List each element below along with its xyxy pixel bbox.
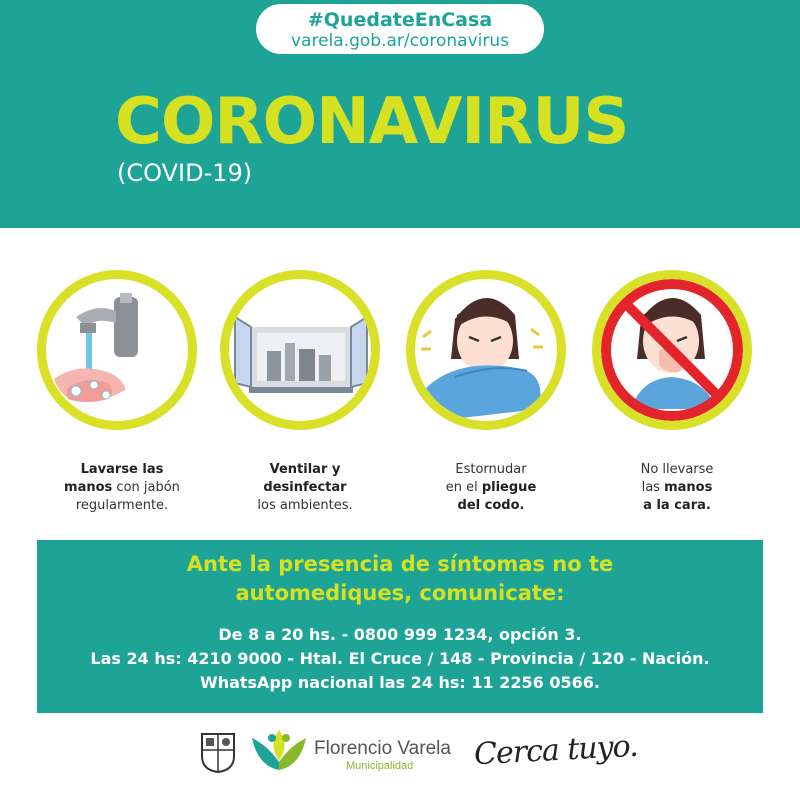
no-touch-face-icon (592, 270, 752, 430)
caption-text: a la cara. (643, 498, 711, 513)
caption-text: manos (64, 480, 113, 495)
website-link[interactable]: varela.gob.ar/coronavirus (291, 31, 509, 51)
whatsapp-number: WhatsApp nacional las 24 hs: 11 2256 0566. (200, 673, 600, 692)
tip-caption-ventilate (220, 461, 390, 515)
emergency-numbers: Las 24 hs: 4210 9000 - Htal. El Cruce / 148 - Provincia / 120 - Nación. (90, 649, 710, 668)
tip-caption-sneeze (406, 461, 576, 515)
tip-caption-handwashing (37, 461, 207, 515)
caption-text: Lavarse las (80, 462, 164, 477)
hashtag-pill[interactable] (256, 4, 544, 54)
caption-text: con jabón (112, 480, 180, 495)
notice-heading (37, 550, 763, 608)
header-banner (0, 0, 800, 228)
municipal-shield-icon (198, 730, 238, 774)
brand-name: Florencio Varela (314, 738, 451, 759)
handwashing-icon (37, 270, 197, 430)
caption-text: regularmente. (75, 498, 169, 513)
caption-text: manos (664, 480, 713, 495)
tip-caption-face (592, 461, 762, 515)
notice-heading-line: Ante la presencia de síntomas no te (186, 552, 614, 576)
hashtag-text: #QuedateEnCasa (307, 9, 493, 31)
open-window-icon (220, 270, 380, 430)
sneeze-elbow-icon (406, 270, 566, 430)
page-subtitle: (COVID-19) (117, 159, 253, 187)
caption-text: del codo. (457, 498, 525, 513)
caption-text: las (641, 480, 665, 495)
slogan: Cerca tuyo. (473, 728, 639, 773)
hotline-hours: De 8 a 20 hs. - 0800 999 1234, opción 3. (218, 625, 582, 644)
caption-text: Ventilar y (269, 462, 341, 477)
notice-heading-line: automediques, comunicate: (235, 581, 565, 605)
caption-text: en el (445, 480, 482, 495)
caption-text: No llevarse (640, 462, 714, 477)
caption-text: los ambientes. (257, 498, 353, 513)
caption-text: Estornudar (455, 462, 527, 477)
brand-subtitle: Municipalidad (346, 760, 414, 772)
page-title: CORONAVIRUS (115, 85, 629, 159)
caption-text: pliegue (481, 480, 537, 495)
florencio-varela-logo-icon (248, 726, 310, 774)
caption-text: desinfectar (263, 480, 347, 495)
contact-notice-box (37, 540, 763, 713)
